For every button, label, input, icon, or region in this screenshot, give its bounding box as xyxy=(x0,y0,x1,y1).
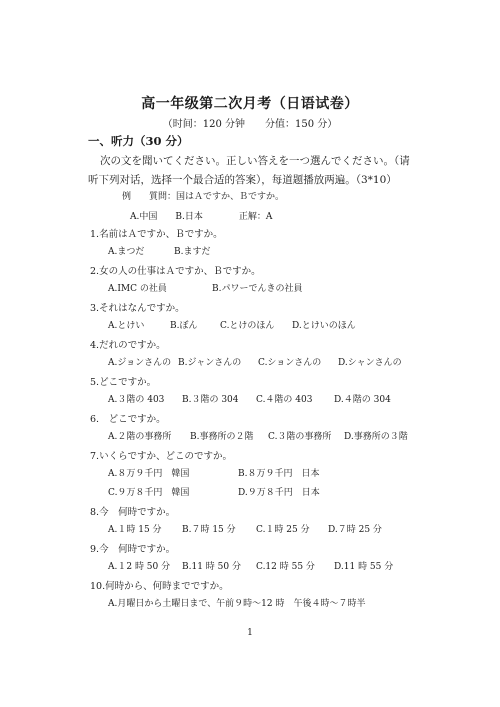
option-d: D.７時 25 分 xyxy=(328,525,382,535)
option-b: B.ぼん xyxy=(170,321,198,331)
question-9: 9.今 何時ですか。 xyxy=(90,544,176,555)
option-a: A.IMC の社員 xyxy=(108,284,167,294)
option-a: A.ジョンさんの xyxy=(108,358,172,368)
option-d: D.４階の 304 xyxy=(334,395,391,405)
page-number: 1 xyxy=(247,628,253,638)
option-a: A.８万９千円 韓国 xyxy=(108,469,190,479)
option-d: D.11 時 55 分 xyxy=(334,562,394,572)
option-c: C.１時 25 分 xyxy=(256,525,310,535)
question-3: 3.それはなんですか。 xyxy=(90,303,185,314)
option-b: B.ますだ xyxy=(174,247,211,257)
option-a: A.３階の 403 xyxy=(108,395,165,405)
option-a: A.まつだ xyxy=(108,247,145,257)
exam-subtitle: （时间：120 分钟 分值：150 分） xyxy=(162,119,338,130)
section-instructions: 次の文を聞いてください。正しい答えを一つ選んでください。（请听下列对话，选择一个最合适的答案），每道题播放两遍。（3*10） xyxy=(88,155,410,186)
option-a: A.１時 15 分 xyxy=(108,525,162,535)
question-1: 1.名前はＡですか、Ｂですか。 xyxy=(90,229,223,240)
option-c: C.ションさんの xyxy=(258,358,322,368)
question-10: 10.何時から、何時までですか。 xyxy=(90,581,229,592)
option-d: D.９万８千円 日本 xyxy=(238,488,320,498)
question-4: 4.だれのですか。 xyxy=(90,340,166,351)
option-b: B.８万９千円 日本 xyxy=(238,469,320,479)
option-b: B.３階の 304 xyxy=(182,395,239,405)
question-2: 2.女の人の仕事はＡですか、Ｂですか。 xyxy=(90,266,261,277)
example-question: 例 質問：国はＡですか、Ｂですか。 xyxy=(122,192,285,202)
question-7: 7.いくらですか、どこのですか。 xyxy=(90,451,232,462)
exam-title: 高一年级第二次月考（日语试卷） xyxy=(141,96,359,112)
option-b: B.11 時 50 分 xyxy=(182,562,241,572)
section-title: 一、听力（30 分） xyxy=(88,134,189,148)
option-c: C.９万８千円 韓国 xyxy=(108,488,190,498)
question-8: 8.今 何時ですか。 xyxy=(90,507,176,518)
option-a: A.とけい xyxy=(108,321,145,331)
option-a: A.月曜日から土曜日まで、午前９時～12 時 午後４時～７時半 xyxy=(108,599,366,609)
option-d: D.シャンさんの xyxy=(338,358,402,368)
option-d: D.とけいのほん xyxy=(292,321,356,331)
option-b: B.パワーでんきの社員 xyxy=(212,284,303,294)
question-5: 5.どこですか。 xyxy=(90,377,157,388)
option-b: B.事務所の２階 xyxy=(190,432,254,442)
example-options: A.中国 B.日本 正解：A xyxy=(130,212,273,222)
option-b: B.７時 15 分 xyxy=(182,525,236,535)
option-c: C.とけのほん xyxy=(220,321,275,331)
option-a: A.２階の事務所 xyxy=(108,432,172,442)
option-a: A.１2 時 50 分 xyxy=(108,562,171,572)
option-b: B.ジャンさんの xyxy=(178,358,242,368)
option-c: C.３階の事務所 xyxy=(268,432,332,442)
question-6: 6. どこですか。 xyxy=(90,414,166,425)
option-c: C.４階の 403 xyxy=(256,395,313,405)
option-d: D.事務所の３階 xyxy=(344,432,408,442)
option-c: C.12 時 55 分 xyxy=(256,562,315,572)
